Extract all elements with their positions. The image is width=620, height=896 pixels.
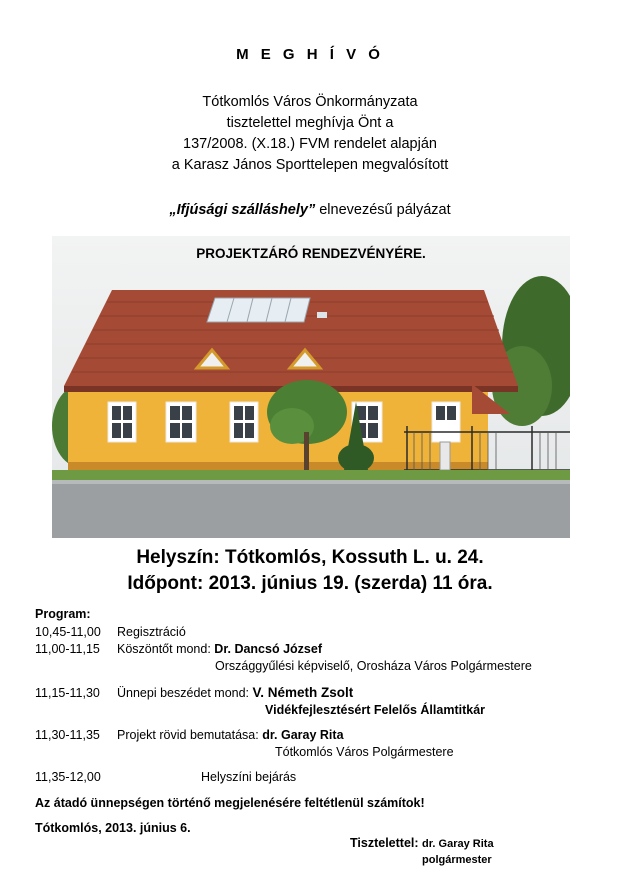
intro-line: 137/2008. (X.18.) FVM rendelet alapján xyxy=(183,136,437,152)
program-role: Vidékfejlesztésért Felelős Államtitkár xyxy=(265,703,486,717)
photo-heading: PROJEKTZÁRÓ RENDEZVÉNYÉRE. xyxy=(196,246,426,261)
signature-name: dr. Garay Rita xyxy=(422,838,494,850)
tender-line xyxy=(0,202,620,218)
program-text: Köszöntőt mond: xyxy=(117,642,211,656)
building-photo xyxy=(52,236,570,538)
program-item xyxy=(35,642,322,656)
program-person: V. Németh Zsolt xyxy=(252,685,354,700)
program-item xyxy=(35,685,353,700)
program-time: 10,45-11,00 xyxy=(35,625,101,639)
tender-suffix: elnevezésű pályázat xyxy=(315,202,451,218)
program-text: Projekt rövid bemutatása: xyxy=(117,728,259,742)
program-role: Országgyűlési képviselő, Orosháza Város Polgármestere xyxy=(215,659,532,673)
signature-block xyxy=(350,836,494,850)
program-role: Tótkomlós Város Polgármestere xyxy=(275,745,454,759)
attendance-notice: Az átadó ünnepségen történő megjelenésére feltétlenül számítok! xyxy=(35,796,425,810)
program-time: 11,30-11,35 xyxy=(35,728,100,742)
invitation-title: M E G H Í V Ó xyxy=(236,46,384,63)
program-label: Program: xyxy=(35,607,91,621)
program-item xyxy=(35,770,296,784)
program-text: Ünnepi beszédet mond: xyxy=(117,686,250,700)
program-time: 11,35-12,00 xyxy=(35,770,101,784)
program-person: dr. Garay Rita xyxy=(262,728,344,742)
location-text: Helyszín: Tótkomlós, Kossuth L. u. 24. xyxy=(136,547,484,568)
tender-name: „Ifjúsági szálláshely” xyxy=(169,202,316,218)
intro-line: a Karasz János Sporttelepen megvalósított xyxy=(171,157,449,173)
program-item xyxy=(35,728,344,742)
place-date: Tótkomlós, 2013. június 6. xyxy=(35,821,191,835)
building-illustration xyxy=(52,236,570,538)
event-details xyxy=(0,545,620,597)
intro-text xyxy=(0,92,620,176)
program-text: Regisztráció xyxy=(117,625,186,639)
program-time: 11,15-11,30 xyxy=(35,686,100,700)
program-time: 11,00-11,15 xyxy=(35,642,100,656)
datetime-text: Időpont: 2013. június 19. (szerda) 11 óra. xyxy=(127,573,493,594)
program-text: Helyszíni bejárás xyxy=(201,770,297,784)
intro-line: Tótkomlós Város Önkormányzata xyxy=(202,94,418,110)
program-person: Dr. Dancsó József xyxy=(214,642,322,656)
intro-line: tisztelettel meghívja Önt a xyxy=(226,115,394,131)
signature-title: polgármester xyxy=(422,854,492,866)
signature-label: Tisztelettel: xyxy=(350,836,419,850)
program-item xyxy=(35,625,186,639)
